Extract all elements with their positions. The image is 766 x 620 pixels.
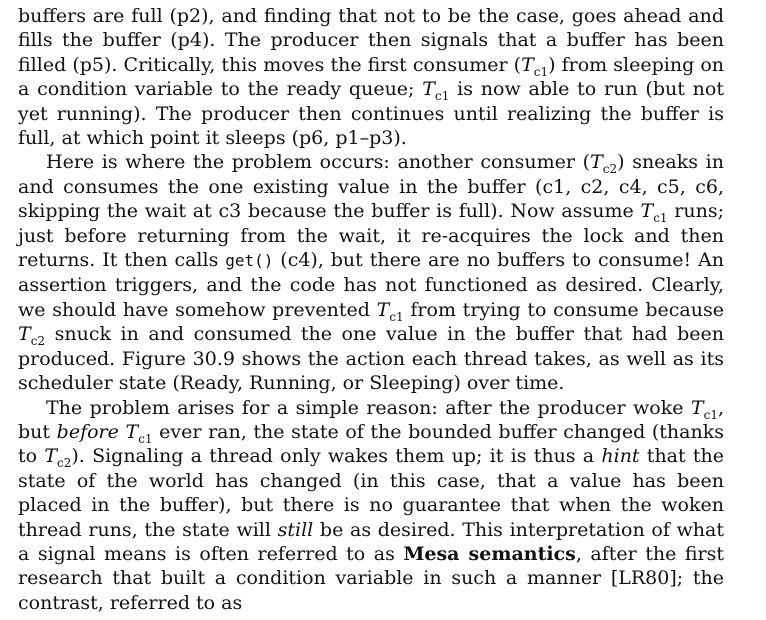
variable-subscript: c1 bbox=[138, 431, 153, 446]
variable-symbol: T bbox=[690, 396, 704, 419]
variable-subscript: c2 bbox=[602, 162, 618, 177]
code-function-call: get() bbox=[225, 251, 274, 271]
emphasis-text: before bbox=[56, 420, 119, 443]
text-run: buffers are full (p2), and finding that not to be the case, goes ahead and fills the buffer (p4). The producer then signals that a buffer has been filled (p5). Critically, this moves the first consumer ( bbox=[18, 5, 724, 76]
emphasis-text: hint bbox=[601, 445, 640, 468]
thread-variable bbox=[690, 396, 718, 422]
text-run: ) from sleeping on a condition variable to the ready queue; bbox=[18, 53, 724, 101]
variable-symbol: T bbox=[18, 323, 31, 346]
variable-subscript: c1 bbox=[703, 407, 718, 422]
emphasis-text: still bbox=[277, 518, 314, 541]
thread-variable bbox=[422, 78, 450, 104]
thread-variable bbox=[640, 200, 668, 226]
text-run: is now able to run (but not yet running). The producer then continues until realizing the buffer is full, at which point it sleeps (p6, p1–p3). bbox=[18, 78, 724, 150]
variable-symbol: T bbox=[125, 420, 139, 443]
text-run: ) sneaks in and consumes the one existing value in the buffer (c1, c2, c4, c5, c6, skipping the wait at c3 because the buffer is full). Now assume bbox=[18, 151, 724, 223]
text-run: ). Signaling a thread only wakes them up; it is thus a bbox=[71, 445, 602, 468]
thread-variable bbox=[125, 420, 153, 446]
variable-symbol: T bbox=[640, 200, 654, 223]
text-run: , after the first research that built a condition variable in such a manner [LR80]; the contrast, referred to as bbox=[18, 542, 724, 614]
thread-variable bbox=[44, 445, 72, 471]
variable-subscript: c1 bbox=[434, 89, 450, 104]
text-run: that the state of the world has changed (in this case, that a value has been placed in the buffer), but there is no guarantee that when the woken thread runs, the state will bbox=[18, 445, 724, 541]
text-run: runs; just before returning from the wait, it re-acquires the lock and then returns. It then calls bbox=[18, 200, 725, 272]
variable-symbol: T bbox=[422, 78, 435, 101]
thread-variable bbox=[376, 298, 404, 324]
variable-subscript: c1 bbox=[653, 211, 668, 226]
text-run: from trying to consume because bbox=[403, 298, 724, 321]
thread-variable bbox=[521, 53, 549, 79]
variable-subscript: c2 bbox=[30, 334, 46, 349]
text-run: Here is where the problem occurs: another consumer ( bbox=[46, 151, 591, 174]
variable-subscript: c2 bbox=[57, 456, 72, 471]
variable-symbol: T bbox=[521, 53, 534, 76]
text-run: be as desired. This interpretation of what a signal means is often referred to as bbox=[18, 518, 725, 565]
variable-subscript: c1 bbox=[389, 309, 404, 324]
thread-variable bbox=[590, 151, 618, 177]
variable-subscript: c1 bbox=[533, 64, 549, 79]
text-run: The problem arises for a simple reason: after the producer woke bbox=[46, 396, 691, 419]
paragraph bbox=[18, 396, 724, 616]
variable-symbol: T bbox=[590, 151, 603, 174]
text-run: ever ran, the state of the bounded buffer changed (thanks to bbox=[18, 420, 724, 468]
paragraph bbox=[18, 4, 724, 150]
document-page bbox=[18, 4, 724, 615]
thread-variable bbox=[18, 323, 46, 349]
text-run: (c4), but there are no buffers to consume! An assertion triggers, and the code has not functioned as desired. Clearly, we should have somehow prevented bbox=[18, 249, 724, 321]
text-run: snuck in and consumed the one value in the buffer that had been produced. Figure 30.9 shows the action each thread takes, as well as its scheduler state (Ready, Running, or Sleeping) over time. bbox=[18, 323, 724, 395]
variable-symbol: T bbox=[376, 298, 390, 321]
variable-symbol: T bbox=[44, 445, 58, 468]
paragraph bbox=[18, 150, 724, 395]
text-run bbox=[119, 421, 126, 443]
bold-term: Mesa semantics bbox=[403, 542, 576, 565]
text-run: , but bbox=[18, 396, 724, 443]
